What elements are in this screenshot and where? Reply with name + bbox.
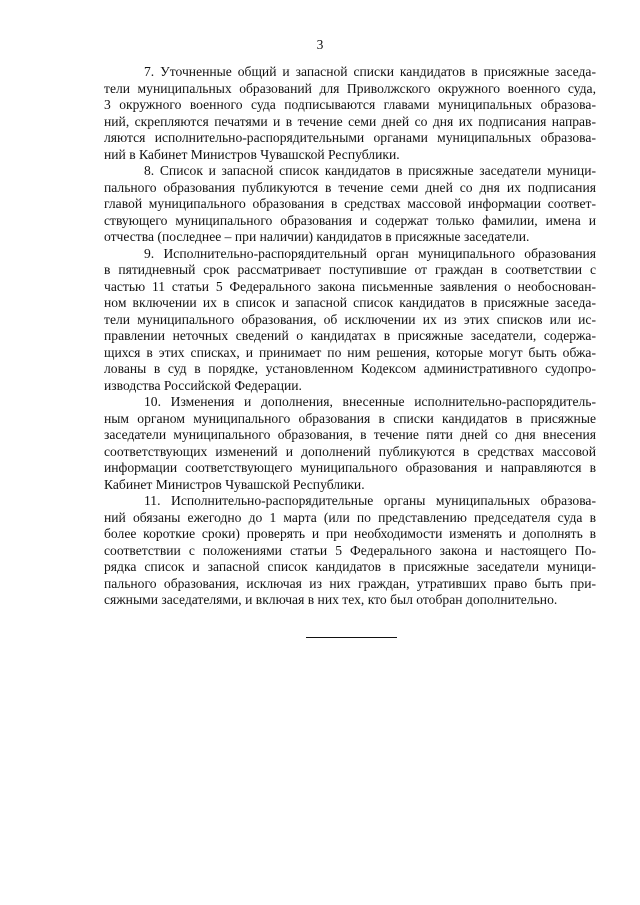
text-line: 9. Исполнительно-распорядительный орган муниципального образования <box>144 245 596 261</box>
paragraph-9 <box>104 246 596 395</box>
text-line: щихся в этих списках, и принимает по ним решения, которые могут быть обжа- <box>104 344 596 360</box>
end-separator-line <box>306 637 397 638</box>
text-line: ляются исполнительно-распорядительными органами муниципальных образова- <box>104 130 596 145</box>
text-line: ном включении их в список и запасной список кандидатов в присяжные заседа- <box>104 295 596 310</box>
text-line: отчества (последнее – при наличии) кандидатов в присяжные заседатели. <box>104 229 530 244</box>
paragraph-11 <box>104 493 596 609</box>
text-line: частью 11 статьи 5 Федерального закона письменные заявления о необоснован- <box>104 278 596 294</box>
text-line: более короткие сроки) проверять и при необходимости изменять и дополнять в <box>104 526 596 541</box>
paragraph-7 <box>104 64 596 163</box>
text-line: лованы в суд в порядке, установленном Кодексом административного судопро- <box>104 361 596 376</box>
page-number: 3 <box>316 37 324 52</box>
text-line: ствующего муниципального образования и содержат только фамилии, имена и <box>104 212 596 228</box>
text-line: 11. Исполнительно-распорядительные органы муниципальных образова- <box>144 493 596 508</box>
text-line: пального образования публикуются в течение семи дней со дня их подписания <box>104 179 596 195</box>
text-line: в пятидневный срок рассматривает поступившие от граждан в соответствии с <box>104 262 596 277</box>
text-line: ний обязаны ежегодно до 1 марта (или по представлению председателя суда в <box>104 509 596 525</box>
paragraph-8 <box>104 163 596 246</box>
paragraph-10 <box>104 394 596 493</box>
text-line: тели муниципального образования, об исключении их из этих списков или ис- <box>104 311 596 327</box>
text-line: пального образования, исключая из них граждан, утративших право быть при- <box>104 575 596 591</box>
text-line: ний, скрепляются печатями и в течение семи дней со дня их подписания направ- <box>104 113 596 129</box>
text-line: рядка список и запасной список кандидатов в присяжные заседатели муници- <box>104 559 596 574</box>
text-line: правлении неточных сведений о кандидатах в присяжные заседатели, содержа- <box>104 328 596 343</box>
text-line: соответствующих изменений и дополнений публикуются в средствах массовой <box>104 443 596 459</box>
text-line: информации соответствующего муниципального образования и направляются в <box>104 460 596 475</box>
text-line: 7. Уточненные общий и запасной списки кандидатов в присяжные заседа- <box>144 64 596 79</box>
text-line: заседатели муниципального образования, в течение пяти дней со дня внесения <box>104 427 596 442</box>
text-line: сяжными заседателями, и включая в них тех, кто был отобран дополнительно. <box>104 592 558 607</box>
text-line: тели муниципальных образований для Приволжского окружного военного суда, <box>104 80 596 96</box>
text-line: 8. Список и запасной список кандидатов в присяжные заседатели муници- <box>144 163 596 178</box>
text-line: главой муниципального образования в средствах массовой информации соответ- <box>104 196 596 211</box>
text-line: изводства Российской Федерации. <box>104 377 302 393</box>
text-line: ний в Кабинет Министров Чувашской Республики. <box>104 146 400 162</box>
text-line: ным органом муниципального образования в списки кандидатов в присяжные <box>104 410 596 426</box>
text-line: соответствии с положениями статьи 5 Федерального закона и настоящего По- <box>104 542 596 558</box>
document-body <box>104 64 596 609</box>
text-line: 3 окружного военного суда подписываются главами муниципальных образова- <box>104 97 596 112</box>
text-line: Кабинет Министров Чувашской Республики. <box>104 476 365 492</box>
text-line: 10. Изменения и дополнения, внесенные исполнительно-распорядитель- <box>144 394 596 409</box>
